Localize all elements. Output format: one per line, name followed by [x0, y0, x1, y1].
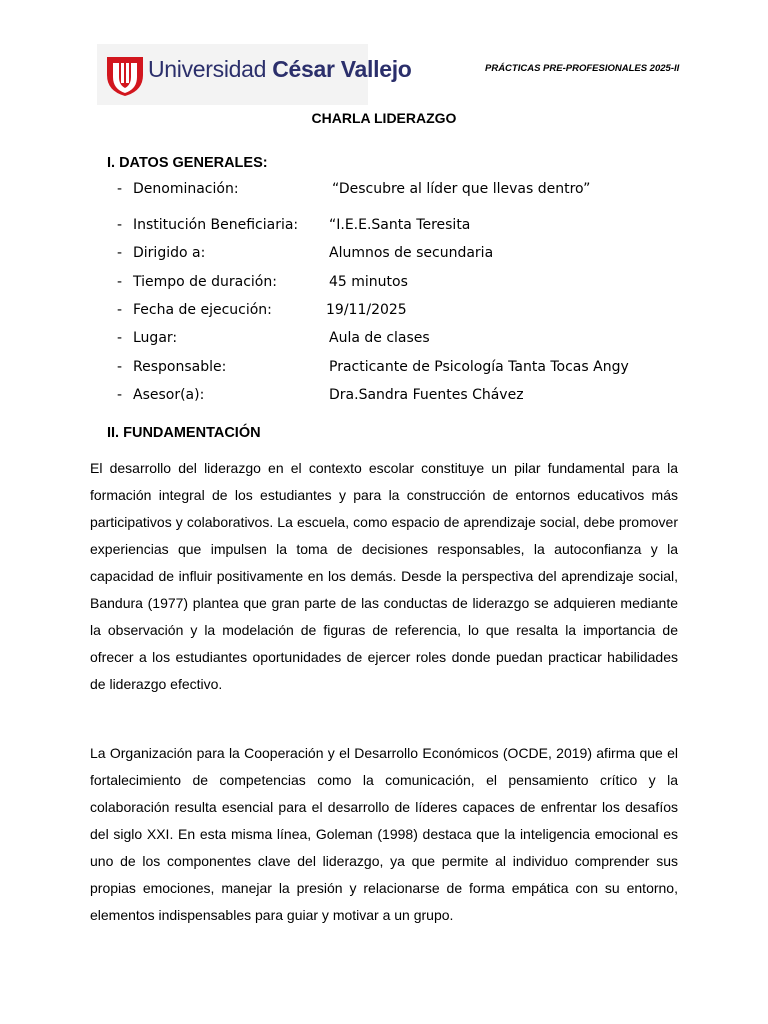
bullet-dash: -: [117, 274, 123, 290]
section-heading-datos-generales: I. DATOS GENERALES:: [107, 155, 268, 171]
info-value: “I.E.E.Santa Teresita: [329, 217, 471, 233]
bullet-dash: -: [117, 245, 123, 261]
logo-text-bold: César Vallejo: [272, 56, 412, 82]
bullet-dash: -: [117, 330, 123, 346]
info-label: Asesor(a):: [133, 387, 205, 403]
info-value: Aula de clases: [329, 330, 430, 346]
section-heading-fundamentacion: II. FUNDAMENTACIÓN: [107, 425, 261, 441]
paragraph-1: El desarrollo del liderazgo en el contexto escolar constituye un pilar fundamental para la formación integral de los estudiantes y para la construcción de entornos educativos más participativos y colaborativos. La escuela, como espacio de aprendizaje social, debe promover experiencias que impulsen la toma de decisiones responsables, la autoconfianza y la capacidad de influir positivamente en los demás. Desde la perspectiva del aprendizaje social, Bandura (1977) plantea que gran parte de las conductas de liderazgo se adquieren mediante la observación y la modelación de figuras de referencia, lo que resalta la importancia de ofrecer a los estudiantes oportunidades de ejercer roles donde puedan practicar habilidades de liderazgo efectivo.: [90, 460, 678, 692]
info-value: 45 minutos: [329, 274, 408, 290]
info-value: 19/11/2025: [326, 302, 407, 318]
university-logo: [97, 44, 412, 105]
info-label: Tiempo de duración:: [133, 274, 277, 290]
header-note: PRÁCTICAS PRE-PROFESIONALES 2025-II: [485, 63, 680, 74]
university-shield-icon: [105, 53, 145, 97]
logo-text-regular: Universidad: [148, 56, 267, 82]
bullet-dash: -: [117, 359, 123, 375]
info-value: Practicante de Psicología Tanta Tocas Angy: [329, 359, 629, 375]
logo-text: [148, 56, 412, 83]
info-value: Dra.Sandra Fuentes Chávez: [329, 387, 524, 403]
document-title: CHARLA LIDERAZGO: [311, 110, 457, 126]
info-label: Responsable:: [133, 359, 227, 375]
paragraph-2: La Organización para la Cooperación y el Desarrollo Económicos (OCDE, 2019) afirma que el fortalecimiento de competencias como la comunicación, el pensamiento crítico y la colaboración resulta esencial para el desarrollo de líderes capaces de enfrentar los desafíos del siglo XXI. En esta misma línea, Goleman (1998) destaca que la inteligencia emocional es uno de los componentes clave del liderazgo, ya que permite al individuo comprender sus propias emociones, manejar la presión y relacionarse de forma empática con su entorno, elementos indispensables para guiar y motivar a un grupo.: [90, 745, 678, 923]
bullet-dash: -: [117, 217, 123, 233]
info-label: Lugar:: [133, 330, 178, 346]
bullet-dash: -: [117, 387, 123, 403]
bullet-dash: -: [117, 302, 123, 318]
info-label: Fecha de ejecución:: [133, 302, 272, 318]
info-label: Institución Beneficiaria:: [133, 217, 299, 233]
info-value: Alumnos de secundaria: [329, 245, 494, 261]
bullet-dash: -: [117, 181, 123, 197]
info-label: Dirigido a:: [133, 245, 206, 261]
info-value: “Descubre al líder que llevas dentro”: [332, 181, 591, 197]
info-label: Denominación:: [133, 181, 239, 197]
